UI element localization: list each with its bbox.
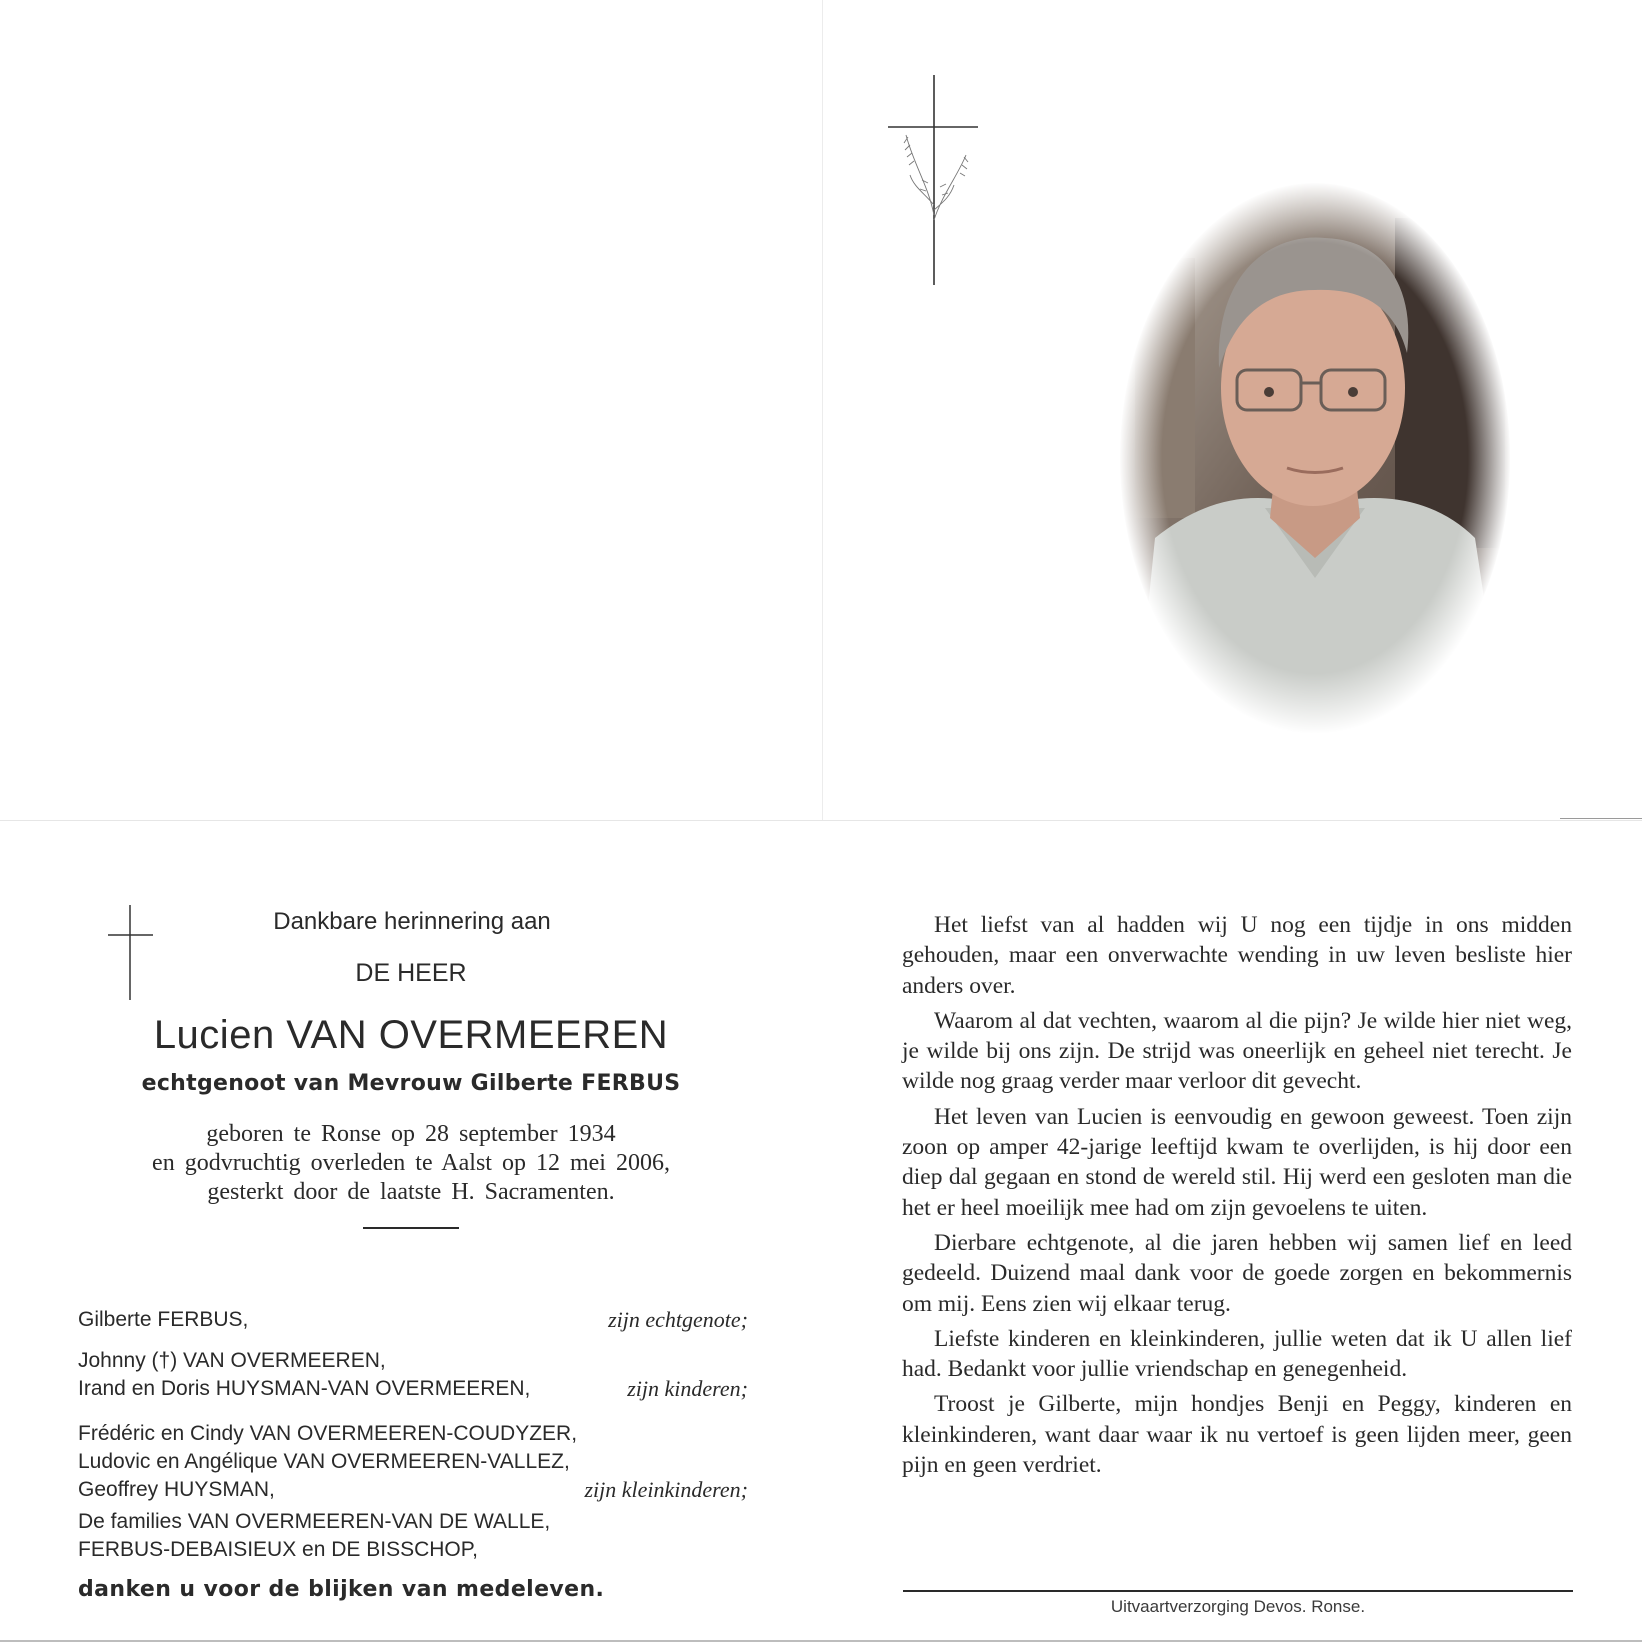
death-line: en godvruchtig overleden te Aalst op 12 mei 2006, xyxy=(152,1150,670,1176)
intro-text: Dankbare herinnering aan xyxy=(273,908,551,935)
children-relation: zijn kinderen; xyxy=(627,1376,748,1401)
grandchildren-relation: zijn kleinkinderen; xyxy=(584,1477,748,1502)
portrait-photo xyxy=(1115,178,1515,738)
funeral-home: Uitvaartverzorging Devos. Ronse. xyxy=(1110,1597,1366,1616)
spouse-relation: zijn echtgenote; xyxy=(608,1307,748,1332)
dates-block xyxy=(0,1120,822,1207)
bottom-edge-line xyxy=(0,1640,1642,1642)
family-grandchildren xyxy=(78,1420,748,1504)
family-name: FERBUS-DEBAISIEUX en DE BISSCHOP, xyxy=(78,1538,478,1561)
thanks-line: danken u voor de blijken van medeleven. xyxy=(78,1577,605,1602)
spouse-name: Gilberte FERBUS, xyxy=(78,1308,249,1331)
child-name: Johnny (†) VAN OVERMEEREN, xyxy=(78,1349,386,1372)
horizontal-fold-line xyxy=(0,820,1642,821)
spouse-line: echtgenoot van Mevrouw Gilberte FERBUS xyxy=(141,1071,681,1096)
poem-paragraph: Liefste kinderen en kleinkinderen, jullie weten dat ik U allen lief had. Bedankt voor jullie vriendschap en genegenheid. xyxy=(902,1325,1572,1383)
grandchild-name: Frédéric en Cindy VAN OVERMEEREN-COUDYZER, xyxy=(78,1422,578,1445)
honorific-title: DE HEER xyxy=(355,959,467,987)
poem-paragraph: Het leven van Lucien is eenvoudig en gewoon geweest. Toen zijn zoon op amper 42-jarige leeftijd kwam te overlijden, is hij door een diep dal gegaan en stond de wereld stil. Hij werd een gesloten man die het er heel moeilijk mee had om zijn gevoelens te uiten. xyxy=(902,1103,1572,1221)
poem-paragraph: Waarom al dat vechten, waarom al die pijn? Je wilde hier niet weg, je wilde bij ons zijn. De strijd was oneerlijk en geheel niet terecht. Je wilde nog graag verder maar verloor dit gevecht. xyxy=(902,1007,1572,1095)
grandchild-name: Ludovic en Angélique VAN OVERMEEREN-VALLEZ, xyxy=(78,1450,570,1473)
poem-paragraph: Dierbare echtgenote, al die jaren hebben wij samen lief en leed gedeeld. Duizend maal dank voor de goede zorgen en bekommernis om mij. Eens zien wij elkaar terug. xyxy=(902,1229,1572,1317)
poem-text xyxy=(902,910,1572,1485)
deceased-name: Lucien VAN OVERMEEREN xyxy=(153,1013,669,1057)
poem-paragraph: Het liefst van al hadden wij U nog een tijdje in ons midden gehouden, maar een onverwachte wending in uw leven besliste hier anders over. xyxy=(902,912,1572,999)
sacraments-line: gesterkt door de laatste H. Sacramenten. xyxy=(207,1179,615,1205)
birth-line: geboren te Ronse op 28 september 1934 xyxy=(206,1121,616,1147)
child-name: Irand en Doris HUYSMAN-VAN OVERMEEREN, xyxy=(78,1377,531,1400)
family-spouse xyxy=(78,1306,748,1334)
poem-paragraph: Troost je Gilberte, mijn hondjes Benji en Peggy, kinderen en kleinkinderen, want daar waar ik nu vertoef is geen lijden meer, geen pijn en geen verdriet. xyxy=(902,1391,1572,1479)
grandchild-name: Geoffrey HUYSMAN, xyxy=(78,1478,275,1501)
wheat-cross-icon xyxy=(880,75,980,285)
separator-long xyxy=(903,1590,1573,1592)
family-children xyxy=(78,1347,748,1403)
family-name: De families VAN OVERMEEREN-VAN DE WALLE, xyxy=(78,1510,551,1533)
vertical-fold-line xyxy=(822,0,823,820)
edge-mark xyxy=(1560,818,1642,819)
separator-short xyxy=(363,1227,459,1229)
family-families xyxy=(78,1508,748,1564)
